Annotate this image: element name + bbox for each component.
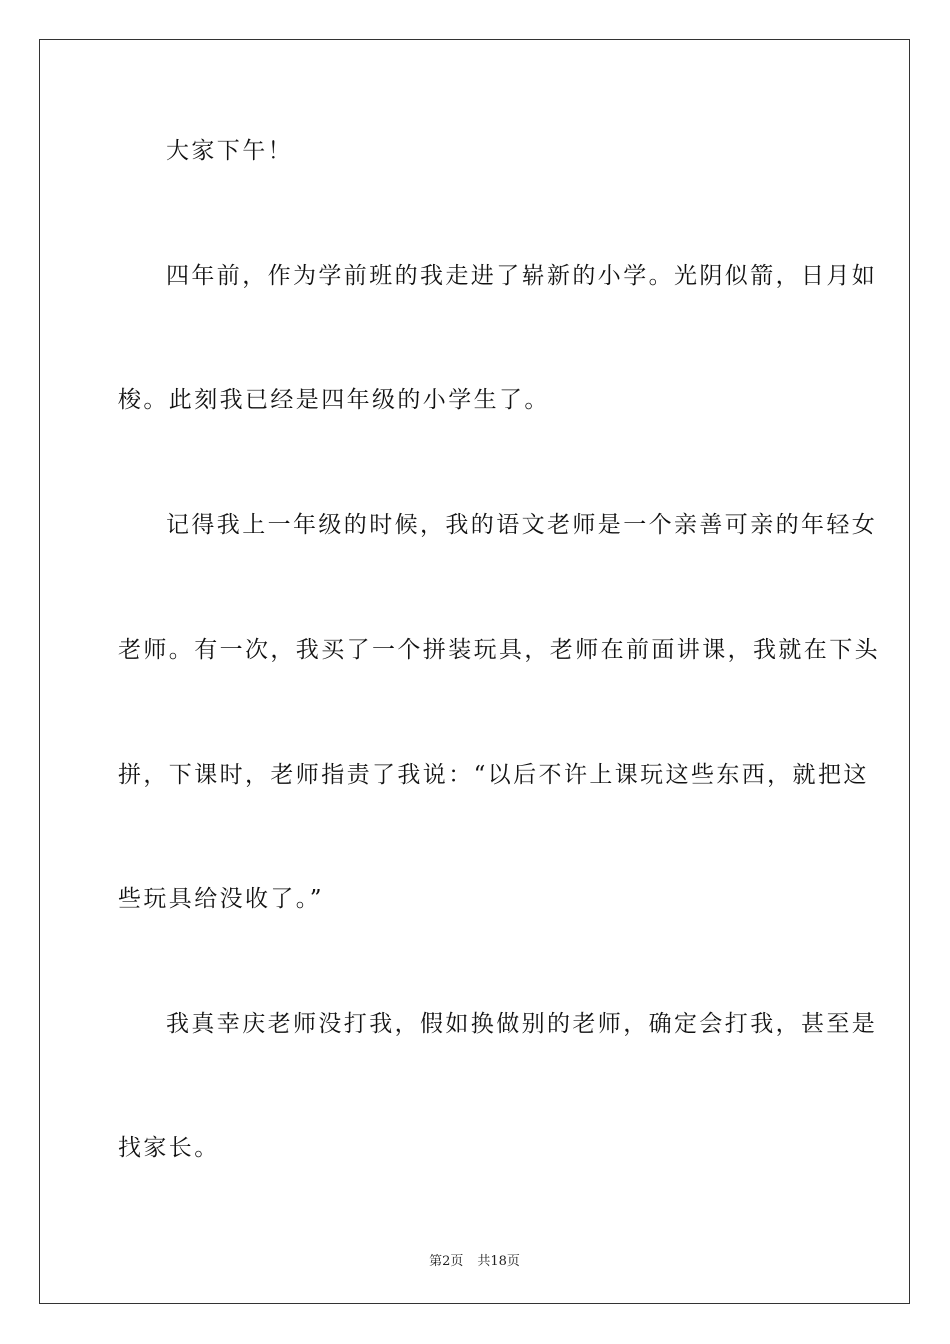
page-total: 共18页	[477, 1254, 520, 1269]
paragraph-line: 四年前，作为学前班的我走进了崭新的小学。光阴似箭，日月如	[166, 263, 878, 289]
paragraph-line: 些玩具给没收了。”	[118, 886, 324, 912]
paragraph-line: 老师。有一次，我买了一个拼装玩具，老师在前面讲课，我就在下头	[118, 637, 880, 663]
paragraph-line: 记得我上一年级的时候，我的语文老师是一个亲善可亲的年轻女	[166, 512, 878, 538]
paragraph-line: 大家下午！	[166, 138, 293, 164]
page-number: 第2页	[429, 1254, 464, 1269]
paragraph-line: 找家长。	[118, 1135, 220, 1161]
paragraph-line: 梭。此刻我已经是四年级的小学生了。	[118, 387, 550, 413]
document-page	[39, 39, 910, 1304]
paragraph-line: 拼，下课时，老师指责了我说：“以后不许上课玩这些东西，就把这	[118, 762, 869, 788]
page-footer	[40, 1250, 909, 1269]
paragraph-line: 我真幸庆老师没打我，假如换做别的老师，确定会打我，甚至是	[166, 1011, 878, 1037]
